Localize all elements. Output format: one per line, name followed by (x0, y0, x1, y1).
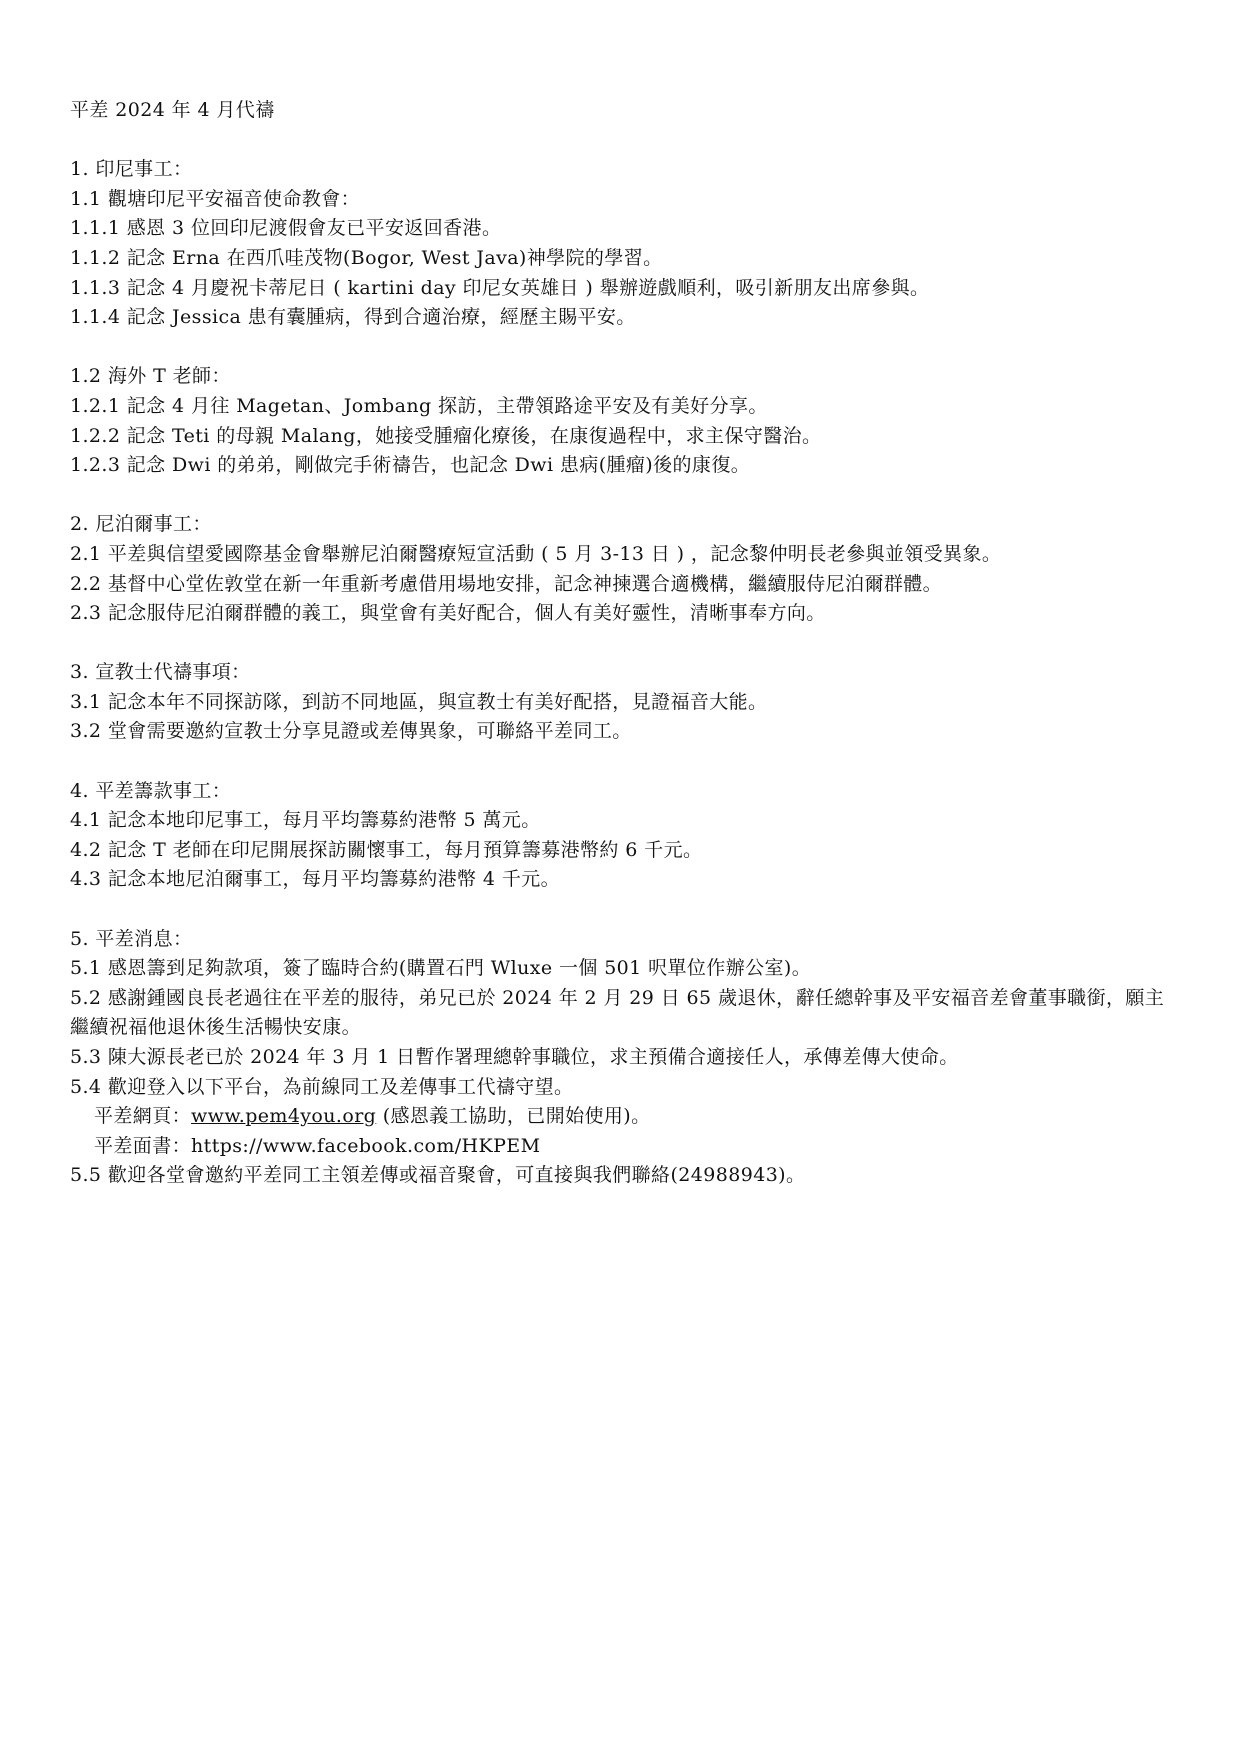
list-item: 1.2.2 記念 Teti 的母親 Malang，她接受腫瘤化療後，在康復過程中，求主保守醫治。 (70, 424, 822, 447)
document-title: 平差 2024 年 4 月代禱 (70, 99, 275, 121)
list-item: 5.1 感恩籌到足夠款項，簽了臨時合約(購置石門 Wluxe 一個 501 呎單位作辦公室)。 (70, 957, 812, 980)
list-item: 3.1 記念本年不同探訪隊，到訪不同地區，與宣教士有美好配搭，見證福音大能。 (70, 690, 768, 713)
section-heading-news: 5. 平差消息： (70, 927, 193, 950)
section-heading-overseas: 1.2 海外 T 老師： (70, 365, 231, 388)
section-heading-indonesia: 1. 印尼事工： (70, 158, 193, 181)
list-item: 1.1.3 記念 4 月慶祝卡蒂尼日 ( kartini day 印尼女英雄日 ) 舉辦遊戲順利，吸引新朋友出席參與。 (70, 276, 930, 299)
list-item: 4.1 記念本地印尼事工，每月平均籌募約港幣 5 萬元。 (70, 809, 541, 832)
facebook-label: 平差面書： (94, 1134, 192, 1157)
list-item: 1.1.4 記念 Jessica 患有囊腫病，得到合適治療，經歷主賜平安。 (70, 306, 636, 329)
list-item: 5.4 歡迎登入以下平台，為前線同工及差傳事工代禱守望。 (70, 1075, 574, 1098)
spacer (70, 895, 1180, 925)
list-item: 5.5 歡迎各堂會邀約平差同工主領差傳或福音聚會，可直接與我們聯絡(24988943)。 (70, 1164, 806, 1187)
website-label: 平差網頁： (94, 1105, 192, 1128)
list-item: 4.2 記念 T 老師在印尼開展探訪關懷事工，每月預算籌募港幣約 6 千元。 (70, 838, 703, 861)
list-item: 1.1.1 感恩 3 位回印尼渡假會友已平安返回香港。 (70, 217, 502, 240)
website-note: (感恩義工協助，已開始使用)。 (376, 1105, 651, 1128)
list-item: 2.2 基督中心堂佐敦堂在新一年重新考慮借用場地安排，記念神揀選合適機構，繼續服侍尼泊爾群體。 (70, 572, 943, 595)
list-item: 1.1.2 記念 Erna 在西爪哇茂物(Bogor, West Java)神學院的學習。 (70, 246, 663, 269)
list-item: 4.3 記念本地尼泊爾事工，每月平均籌募約港幣 4 千元。 (70, 868, 561, 891)
list-item: 1.2.3 記念 Dwi 的弟弟，剛做完手術禱告，也記念 Dwi 患病(腫瘤)後的康復。 (70, 454, 751, 477)
list-item: 1.2.1 記念 4 月往 Magetan、Jombang 探訪，主帶領路途平安及有美好分享。 (70, 394, 768, 417)
spacer (70, 126, 1180, 156)
list-item: 2.1 平差與信望愛國際基金會舉辦尼泊爾醫療短宣活動 ( 5 月 3-13 日 ) ，記念黎仲明長老參與並領受異象。 (70, 542, 1002, 565)
list-item: 5.3 陳大源長老已於 2024 年 3 月 1 日暫作署理總幹事職位，求主預備合適接任人，承傳差傳大使命。 (70, 1046, 959, 1068)
spacer (70, 629, 1180, 659)
section-heading-missionary: 3. 宣教士代禱事項： (70, 661, 251, 684)
list-item: 5.2 感謝鍾國良長老過往在平差的服待，弟兄已於 2024 年 2 月 29 日 65 歲退休，辭任總幹事及平安福音差會董事職銜，願主繼續祝福他退休後生活暢快安康。 (70, 986, 1165, 1039)
spacer (70, 481, 1180, 511)
section-heading-nepal: 2. 尼泊爾事工： (70, 513, 212, 536)
section-heading-fundraising: 4. 平差籌款事工： (70, 779, 232, 802)
website-row (70, 1102, 1180, 1132)
spacer (70, 333, 1180, 363)
document-body (70, 96, 1180, 1191)
facebook-row (70, 1132, 1180, 1162)
spacer (70, 747, 1180, 777)
facebook-link[interactable]: https://www.facebook.com/HKPEM (191, 1134, 541, 1157)
list-item: 1.1 觀塘印尼平安福音使命教會： (70, 187, 361, 210)
website-link[interactable]: www.pem4you.org (191, 1105, 377, 1128)
list-item: 3.2 堂會需要邀約宣教士分享見證或差傳異象，可聯絡平差同工。 (70, 720, 632, 743)
list-item: 2.3 記念服侍尼泊爾群體的義工，與堂會有美好配合，個人有美好靈性，清晰事奉方向。 (70, 602, 826, 625)
